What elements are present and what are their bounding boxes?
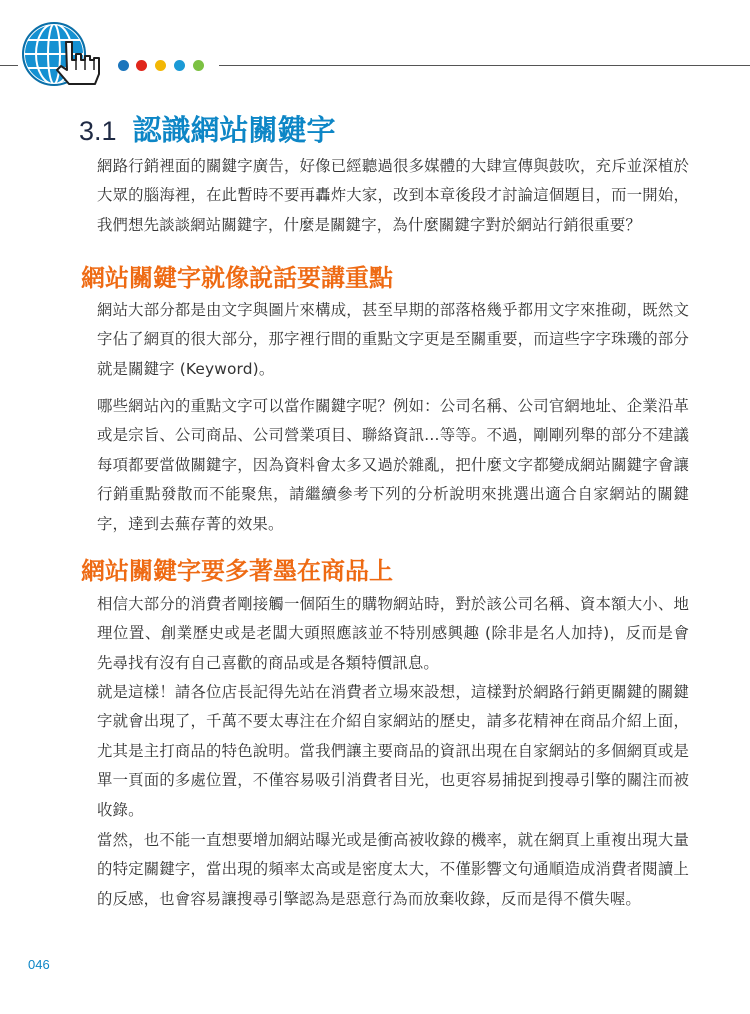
subsection-1-paragraph-2: 哪些網站內的重點文字可以當作關鍵字呢？例如：公司名稱、公司官網地址、企業沿革或是宗旨、公司商品、公司營業項目、聯絡資訊…等等。不過，剛剛列舉的部分不建議每項都要當做關鍵字，因為資料會太多又過於雜亂，把什麼文字都變成網站關鍵字會讓行銷重點發散而不能聚焦，請繼續參考下列的分析說明來挑選出適合自家網站的關鍵字，達到去蕪存菁的效果。 — [97, 397, 689, 533]
header-rule-left — [0, 65, 18, 66]
section-title — [79, 108, 336, 149]
header-dot-4 — [174, 60, 185, 71]
page-number: 046 — [28, 957, 50, 972]
header-dot-3 — [155, 60, 166, 71]
header-rule-right — [219, 65, 750, 66]
header-dot-2 — [136, 60, 147, 71]
subsection-2-paragraph-2: 就是這樣！請各位店長記得先站在消費者立場來設想，這樣對於網路行銷更關鍵的關鍵字就會出現了，千萬不要太專注在介紹自家網站的歷史，請多花精神在商品介紹上面，尤其是主打商品的特色說明。當我們讓主要商品的資訊出現在自家網站的多個網頁或是單一頁面的多處位置，不僅容易吸引消費者目光，也更容易捕捉到搜尋引擎的關注而被收錄。 — [97, 683, 689, 819]
header-dot-5 — [193, 60, 204, 71]
subsection-2-paragraph-3: 當然，也不能一直想要增加網站曝光或是衝高被收錄的機率，就在網頁上重複出現大量的特定關鍵字，當出現的頻率太高或是密度太大，不僅影響文句通順造成消費者閱讀上的反感，也會容易讓搜尋引擎認為是惡意行為而放棄收錄，反而是得不償失喔。 — [97, 831, 689, 908]
header-dot-1 — [118, 60, 129, 71]
section-number: 3.1 — [79, 116, 117, 146]
section-heading: 認識網站關鍵字 — [132, 113, 336, 147]
subsection-heading-2: 網站關鍵字要多著墨在商品上 — [81, 557, 393, 585]
page-header — [0, 0, 750, 110]
subsection-1-paragraph-1: 網站大部分都是由文字與圖片來構成，甚至早期的部落格幾乎都用文字來推砌，既然文字佔了網頁的很大部分，那字裡行間的重點文字更是至關重要，而這些字字珠璣的部分就是關鍵字 (Keyword)。 — [97, 301, 689, 378]
intro-paragraph: 網路行銷裡面的關鍵字廣告，好像已經聽過很多媒體的大肆宣傳與鼓吹，充斥並深植於大眾的腦海裡，在此暫時不要再轟炸大家，改到本章後段才討論這個題目，而一開始，我們想先談談網站關鍵字，什麼是關鍵字，為什麼關鍵字對於網站行銷很重要？ — [97, 157, 689, 234]
globe-hand-cursor-icon — [18, 18, 113, 90]
subsection-2-paragraph-1: 相信大部分的消費者剛接觸一個陌生的購物網站時，對於該公司名稱、資本額大小、地理位置、創業歷史或是老闆大頭照應該並不特別感興趣 (除非是名人加持)，反而是會先尋找有沒有自己喜歡的商品或是各類特價訊息。 — [97, 595, 689, 672]
subsection-heading-1: 網站關鍵字就像說話要講重點 — [81, 264, 393, 292]
